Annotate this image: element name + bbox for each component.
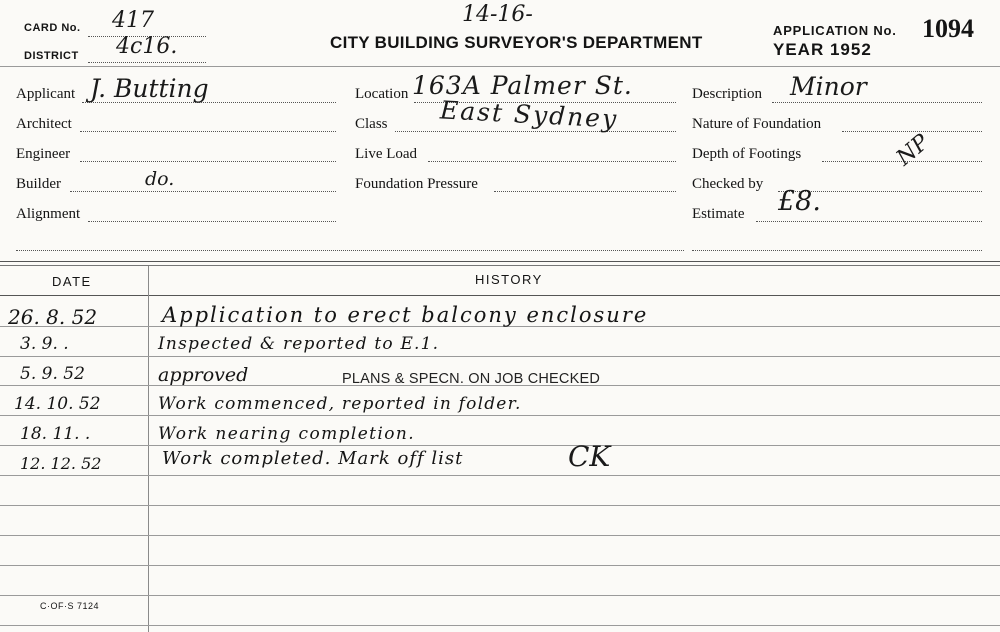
estimate-line-2 [692,250,982,251]
alignment-line [88,221,336,222]
district-line [88,62,206,63]
card-no-label: CARD No. [24,22,81,34]
row-rule [0,475,1000,476]
class-label: Class [355,116,388,132]
engineer-label: Engineer [16,146,71,162]
estimate-value: £8. [778,186,821,217]
description-value: Minor [790,72,867,101]
estimate-line [756,221,982,222]
description-label: Description [692,86,762,102]
nature-of-foundation-line [842,131,982,132]
foundation-pressure-label: Foundation Pressure [355,176,478,192]
live-load-label: Live Load [355,146,418,162]
location-label: Location [355,86,409,102]
live-load-line [428,161,676,162]
form-code: C·OF·S 7124 [40,601,100,611]
entry-text: Work nearing completion. [158,424,416,444]
application-no-label: APPLICATION No. [773,23,897,38]
builder-label: Builder [16,176,61,192]
year: YEAR 1952 [773,40,872,59]
card-no-value: 417 [112,8,154,33]
estimate-label: Estimate [692,206,745,222]
alignment-label: Alignment [16,206,81,222]
history-header: HISTORY [475,272,543,287]
entry-text: Work commenced, reported in folder. [158,394,522,414]
builder-value: do. [145,168,175,190]
entry-date: 5. 9. 52 [20,364,85,384]
row-rule [0,535,1000,536]
row-rule [0,415,1000,416]
foundation-pressure-line [494,191,676,192]
depth-of-footings-label: Depth of Footings [692,146,802,162]
engineer-line [80,161,336,162]
district-label: DISTRICT [24,50,79,62]
plans-checked-stamp: PLANS & SPECN. ON JOB CHECKED [342,371,600,387]
entry-date: 3. 9. . [20,334,69,354]
checked-by-label: Checked by [692,176,764,192]
entry-date: 12. 12. 52 [20,454,102,473]
date-header: DATE [52,274,92,289]
row-rule [0,595,1000,596]
entry-text: Application to erect balcony enclosure [162,303,649,327]
row-rule [0,356,1000,357]
class-value: East Sydney [439,95,619,134]
district-value: 4c16. [116,34,178,59]
row-rule [0,445,1000,446]
row-rule [0,505,1000,506]
applicant-value: J. Butting [90,74,209,103]
depth-of-footings-value: NP [891,129,935,172]
row-rule [0,625,1000,626]
description-line [772,102,982,103]
history-top-rule [0,261,1000,262]
date-column-divider [148,266,149,632]
nature-of-foundation-label: Nature of Foundation [692,116,822,132]
location-value: 163A Palmer St. [412,71,633,100]
builder-line [70,191,336,192]
top-note: 14-16- [462,2,533,27]
entry-date: 18. 11. . [20,424,91,444]
class-line [395,131,676,132]
application-number: 1094 [922,14,974,43]
history-top-rule-2 [0,265,1000,266]
department-title: CITY BUILDING SURVEYOR'S DEPARTMENT [330,33,703,52]
inspector-initials: CK [568,440,611,473]
entry-text: approved [158,364,249,386]
entry-date: 14. 10. 52 [14,394,101,414]
architect-line [80,131,336,132]
entry-text: Work completed. Mark off list [162,448,464,469]
alignment-line-2 [16,250,684,251]
history-header-rule [0,295,1000,296]
architect-label: Architect [16,116,72,132]
header-rule [0,66,1000,67]
entry-text: Inspected & reported to E.1. [158,334,440,354]
entry-date: 26. 8. 52 [8,305,98,329]
applicant-label: Applicant [16,86,76,102]
row-rule [0,565,1000,566]
